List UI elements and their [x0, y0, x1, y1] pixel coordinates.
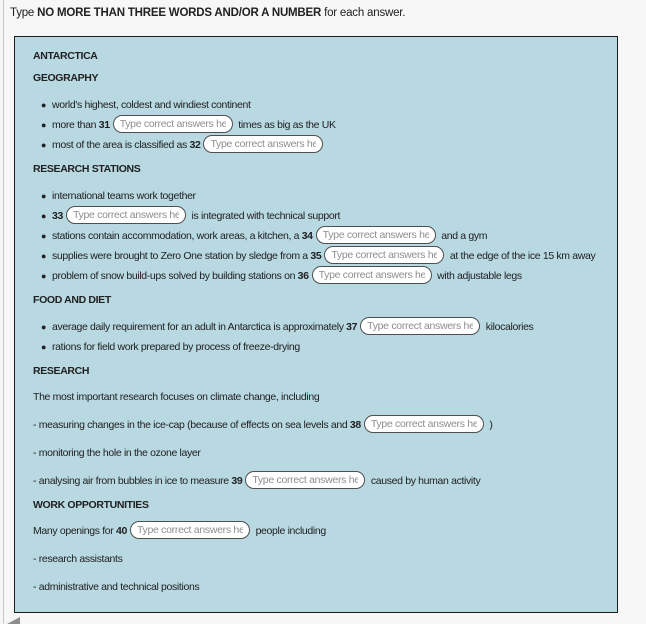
instruction [10, 7, 405, 19]
question-number: 33 [52, 210, 63, 222]
text-segment: at the edge of the ice 15 km away [447, 250, 596, 262]
panel-title: ANTARCTICA [33, 50, 98, 62]
bullet-icon: ● [41, 191, 47, 201]
question-panel [14, 36, 618, 613]
question-number: 39 [231, 475, 243, 487]
instruction-suffix: for each answer. [321, 7, 406, 19]
text-segment: ) [486, 419, 493, 431]
bullet-item [33, 135, 607, 155]
paragraph-line [33, 443, 607, 463]
question-number: 40 [116, 525, 127, 537]
text-segment: rations for field work prepared by process of freeze-drying [52, 341, 300, 353]
panel-content [33, 71, 607, 597]
bullet-icon: ● [41, 342, 47, 352]
text-segment: - monitoring the hole in the ozone layer [33, 447, 201, 459]
text-segment: - research assistants [33, 553, 123, 565]
instruction-emphasis: NO MORE THAN THREE WORDS AND/OR A NUMBER [37, 7, 322, 19]
bullet-icon: ● [41, 251, 47, 261]
bullet-item [33, 115, 607, 135]
text-segment: more than [52, 119, 99, 131]
question-number: 36 [297, 270, 309, 282]
paragraph-line [33, 387, 607, 407]
bullet-list [33, 95, 607, 155]
bullet-icon: ● [41, 231, 47, 241]
bullet-icon: ● [41, 211, 47, 221]
bullet-item [33, 337, 607, 357]
section-header: RESEARCH STATIONS [33, 163, 141, 175]
bullet-icon: ● [41, 100, 47, 110]
text-segment: supplies were brought to Zero One station by sledge from a [52, 250, 311, 262]
question-number: 37 [346, 321, 358, 333]
section-header: GEOGRAPHY [33, 72, 99, 84]
bullet-icon: ● [41, 120, 47, 130]
text-segment: - measuring changes in the ice-cap (because of effects on sea levels and [33, 419, 350, 431]
answer-input-37[interactable] [360, 317, 480, 335]
answer-input-36[interactable] [312, 266, 432, 284]
question-number: 35 [310, 250, 322, 262]
answer-input-34[interactable] [316, 226, 436, 244]
paragraph-line [33, 549, 607, 569]
question-number: 34 [301, 230, 313, 242]
text-segment: world's highest, coldest and windiest continent [52, 99, 251, 111]
text-segment: most of the area is classified as [52, 139, 190, 151]
paragraph-line [33, 471, 607, 491]
question-number: 31 [98, 119, 110, 131]
text-segment: kilocalories [483, 321, 534, 333]
section-header: FOOD AND DIET [33, 294, 111, 306]
bullet-item [33, 226, 607, 246]
paragraph-line [33, 415, 607, 435]
text-segment: with adjustable legs [434, 270, 522, 282]
answer-input-31[interactable] [113, 115, 233, 133]
text-segment: - analysing air from bubbles in ice to measure [33, 475, 232, 487]
bullet-item [33, 317, 607, 337]
bullet-list [33, 317, 607, 357]
answer-input-35[interactable] [324, 246, 444, 264]
bullet-icon: ● [41, 140, 47, 150]
text-segment: average daily requirement for an adult in Antarctica is approximately [52, 321, 347, 333]
paragraph-line [33, 521, 607, 541]
text-segment: international teams work together [52, 190, 196, 202]
answer-input-38[interactable] [364, 415, 484, 433]
question-number: 38 [349, 419, 361, 431]
text-segment: stations contain accommodation, work areas, a kitchen, a [52, 230, 302, 242]
text-segment: The most important research focuses on climate change, including [33, 391, 320, 403]
bullet-icon: ● [41, 271, 47, 281]
left-divider [3, 0, 4, 624]
text-segment: caused by human activity [368, 475, 481, 487]
text-segment: problem of snow build-ups solved by building stations on [52, 270, 298, 282]
bullet-item [33, 246, 607, 266]
bullet-list [33, 186, 607, 286]
bullet-item [33, 95, 607, 115]
bullet-icon: ● [41, 322, 47, 332]
text-segment: Many openings for [33, 525, 117, 537]
answer-input-33[interactable] [66, 206, 186, 224]
instruction-prefix: Type [10, 7, 38, 19]
answer-input-40[interactable] [130, 521, 250, 539]
bullet-item [33, 186, 607, 206]
bullet-item [33, 206, 607, 226]
paragraph-line [33, 577, 607, 597]
bullet-item [33, 266, 607, 286]
cursor-triangle-icon [7, 617, 20, 624]
text-segment: and a gym [438, 230, 488, 242]
question-number: 32 [189, 139, 201, 151]
text-segment: times as big as the UK [235, 119, 336, 131]
text-segment: people including [253, 525, 326, 537]
answer-input-32[interactable] [203, 135, 323, 153]
section-header: WORK OPPORTUNITIES [33, 499, 149, 511]
text-segment: is integrated with technical support [188, 210, 341, 222]
section-header: RESEARCH [33, 365, 90, 377]
answer-input-39[interactable] [245, 471, 365, 489]
text-segment: - administrative and technical positions [33, 581, 200, 593]
